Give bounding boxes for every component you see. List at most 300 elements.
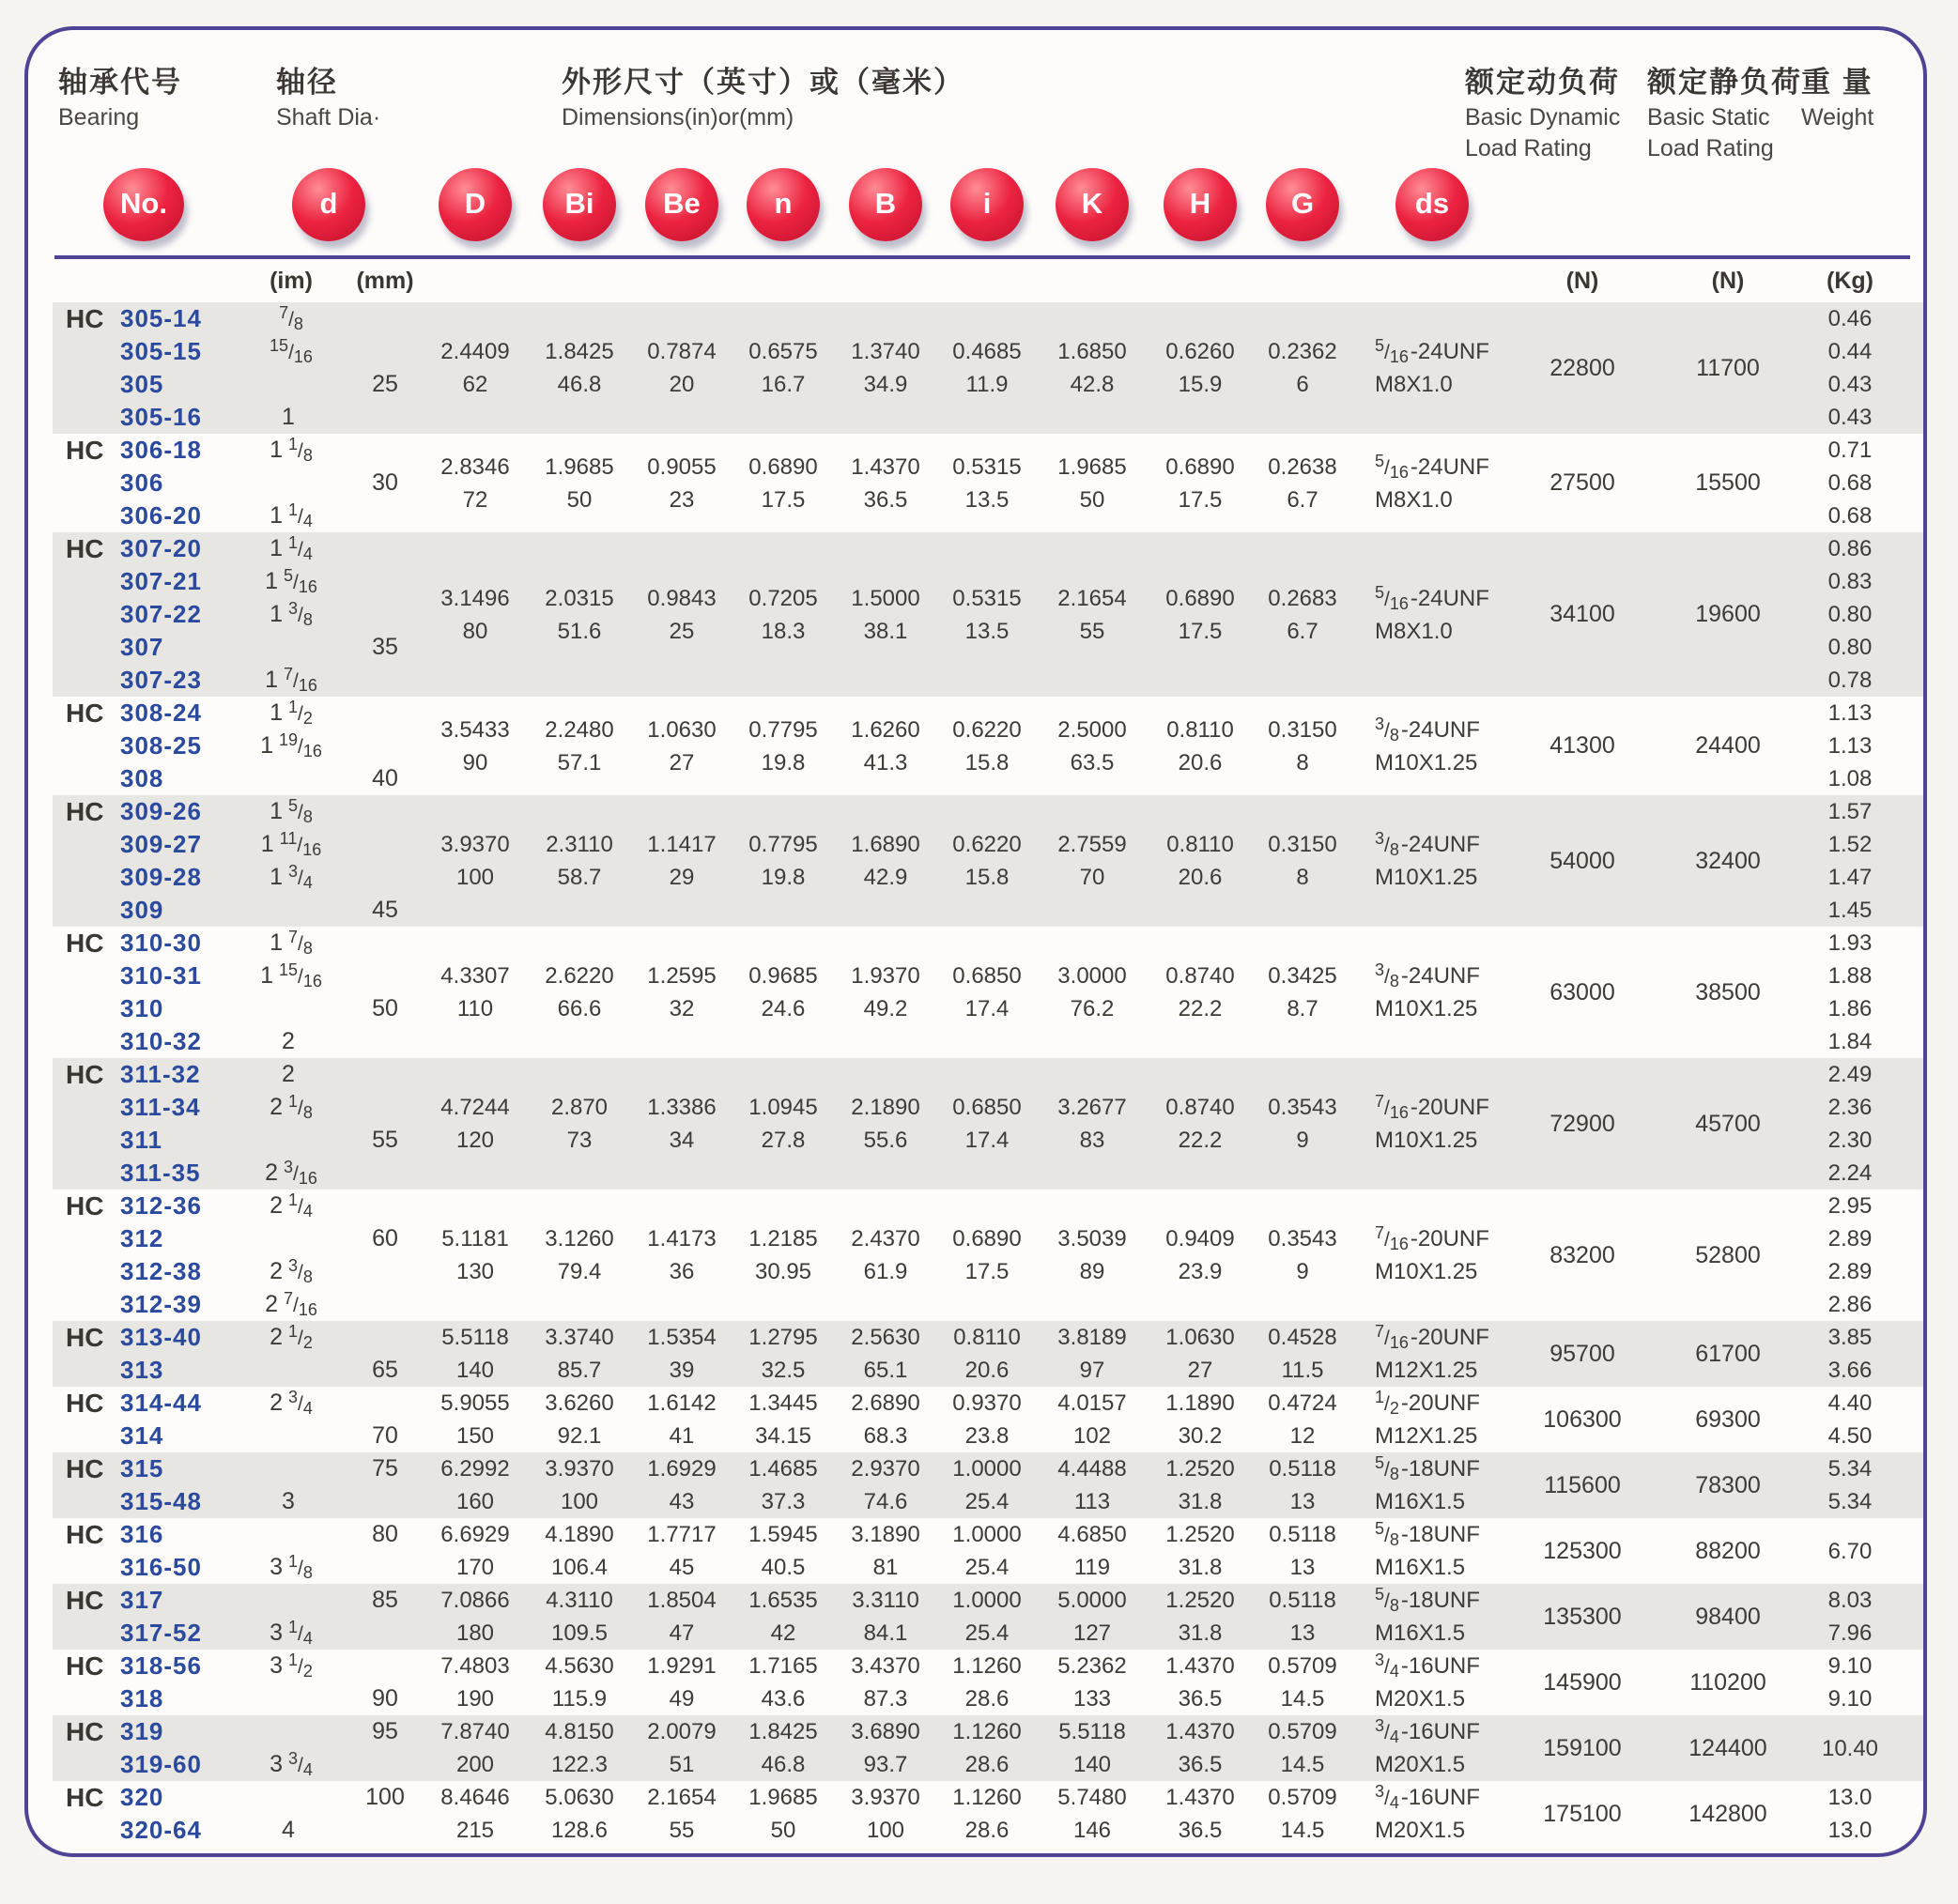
dim-i-inch: 0.5315 [952,453,1022,480]
static-load-value: 69300 [1695,1405,1761,1433]
shaft-dia-inch-value: 1 [282,404,295,430]
dynamic-load-value: 95700 [1549,1340,1615,1367]
dim-Bi [528,795,631,927]
weight-value: 1.45 [1827,898,1873,923]
dim-Bi-inch: 2.3110 [546,832,613,857]
bearing-numbers [113,795,235,927]
shaft-dia-inch-value: 1 $^3$/8 [270,599,313,629]
shaft-dia-inch-column [235,927,347,1058]
dim-n-mm: 34.15 [754,1423,812,1449]
dynamic-load-value: 125300 [1543,1537,1622,1564]
dim-i-mm: 11.9 [965,372,1009,397]
thread-metric: M10X1.25 [1375,1128,1478,1153]
weight-value: 0.46 [1827,306,1873,331]
bearing-group [53,1715,1923,1781]
bearing-numbers [113,1387,235,1452]
dim-D-inch: 5.1181 [441,1226,509,1251]
dim-Be [631,1190,732,1321]
dim-D [423,1650,528,1715]
dim-Be-inch: 1.7717 [647,1522,717,1547]
dim-H-inch: 1.2520 [1165,1456,1235,1482]
dynamic-load-value: 22800 [1549,354,1615,381]
dim-Be-inch: 1.1417 [647,832,717,857]
header-static-en1: Basic Static [1647,104,1770,131]
dim-n-inch: 1.5945 [748,1522,818,1547]
dim-K-inch: 5.7480 [1057,1785,1127,1810]
bearing-no: 306-18 [120,436,202,464]
bearing-no: 307-20 [120,534,202,562]
shaft-dia-inch-value: 1 $^{19}$/16 [260,730,322,760]
shaft-dia-mm-column [347,1387,423,1452]
bearing-numbers [113,1715,235,1781]
dim-G [1253,927,1352,1058]
series-prefix [53,532,113,697]
dim-i-mm: 25.4 [964,1620,1010,1646]
shaft-dia-inch-value [235,368,347,401]
dim-G-inch: 0.5709 [1268,1785,1337,1810]
dim-K-mm: 63.5 [1070,749,1115,775]
header-dynamic-load [1465,58,1653,162]
bearing-no: 316 [120,1520,164,1548]
bearing-no: 305-14 [120,304,202,332]
bearing-no: 312 [120,1224,164,1252]
header-dimensions-cn: 外形尺寸（英寸）或（毫米） [562,66,964,99]
bearing-no: 310-32 [120,1027,202,1055]
shaft-dia-mm-value: 55 [372,1127,398,1153]
dim-G [1253,1715,1352,1781]
dim-K-mm: 140 [1072,1752,1112,1777]
dim-Be-mm: 29 [669,865,695,890]
dim-D [423,795,528,927]
dim-K-inch: 3.2677 [1057,1095,1127,1120]
thread-unf: $^5$/16-24UNF [1375,336,1489,366]
dim-D [423,1190,528,1321]
dim-G-mm: 13 [1289,1489,1316,1514]
bearing-no: 317-52 [120,1619,202,1647]
dynamic-load-value: 27500 [1549,469,1615,496]
static-load-value: 32400 [1695,847,1761,874]
shaft-dia-mm-value [347,1091,423,1124]
bearing-numbers [113,697,235,795]
weight-value: 0.68 [1827,503,1873,529]
dynamic-load-value: 63000 [1549,978,1615,1006]
dim-B-inch: 3.3110 [852,1588,919,1613]
shaft-dia-mm-column [347,697,423,795]
dim-n-mm: 43.6 [761,1686,806,1712]
weight [1803,927,1897,1058]
dim-Be [631,1058,732,1190]
shaft-dia-mm-value: 40 [372,765,398,791]
shaft-dia-inch-value [235,1420,347,1452]
dim-K-mm: 97 [1079,1358,1105,1383]
bearing-no: 310 [120,994,164,1022]
dim-D [423,532,528,697]
dim-K-mm: 42.8 [1070,372,1115,397]
dim-i [937,1518,1037,1584]
bearing-no: 308-25 [120,731,202,760]
dim-D-inch: 3.1496 [440,585,510,611]
dim-D-inch: 3.9370 [440,832,510,857]
bearing-group [53,302,1923,434]
header-static-cn: 额定静负荷 [1647,66,1802,99]
shaft-dia-inch-column [235,434,347,532]
dim-G-inch: 0.5118 [1269,1456,1336,1482]
bearing-group [53,1452,1923,1518]
dim-K-mm: 55 [1079,618,1105,644]
dim-n-inch: 0.7795 [748,716,818,743]
dim-Bi-inch: 2.6220 [545,963,614,989]
dim-n-mm: 42 [770,1620,796,1646]
dim-B-mm: 93.7 [863,1752,908,1777]
dim-Be-mm: 41 [669,1423,695,1449]
dim-Be-mm: 32 [669,996,695,1021]
dim-K-mm: 76.2 [1070,996,1115,1021]
series-prefix [53,434,113,532]
static-load [1653,795,1803,927]
dim-B-mm: 41.3 [863,749,908,775]
weight [1803,1321,1897,1387]
weight-value: 1.13 [1827,733,1873,759]
dim-K [1037,1321,1148,1387]
bearing-numbers [113,302,235,434]
dim-G-mm: 14.5 [1280,1752,1325,1777]
dim-B-mm: 38.1 [863,618,908,644]
dim-i-mm: 17.5 [964,1259,1010,1284]
thread-spec [1352,1584,1512,1650]
dim-K-inch: 3.0000 [1057,963,1127,989]
dim-H-mm: 20.6 [1178,865,1223,890]
weight-value: 1.13 [1827,700,1873,726]
weight [1803,697,1897,795]
dim-Bi-mm: 109.5 [550,1620,609,1646]
dim-Bi-inch: 3.6260 [545,1390,614,1416]
dim-H-inch: 1.0630 [1165,1325,1235,1350]
shaft-dia-mm-column [347,302,423,434]
dim-i [937,434,1037,532]
shaft-dia-mm-value [347,1025,423,1058]
badge-no: No. [103,168,184,241]
dim-B-inch: 1.6890 [851,832,920,857]
dim-H [1148,1650,1253,1715]
dynamic-load [1512,1650,1653,1715]
weight-value: 0.43 [1827,405,1873,430]
dim-B-inch: 2.4370 [851,1226,920,1251]
weight [1803,795,1897,927]
dim-D [423,434,528,532]
dim-i-inch: 0.6850 [952,963,1022,989]
bearing-no: 316-50 [120,1553,202,1581]
dim-n-mm: 37.3 [761,1489,806,1514]
thread-spec [1352,434,1512,532]
dim-i-inch: 1.1260 [952,1653,1022,1679]
bearing-numbers [113,1518,235,1584]
dim-K [1037,1190,1148,1321]
dim-B [834,1781,937,1847]
thread-unf: $^5$/8-18UNF [1375,1453,1480,1483]
dim-K-inch: 4.4488 [1057,1456,1127,1482]
thread-unf: $^3$/8-24UNF [1375,714,1480,745]
static-load-value: 45700 [1695,1110,1761,1137]
dim-B [834,302,937,434]
shaft-dia-mm-value [347,1551,423,1584]
shaft-dia-mm-column [347,1650,423,1715]
dim-H [1148,1321,1253,1387]
dim-n-inch: 1.3445 [748,1390,818,1416]
dim-K [1037,1584,1148,1650]
dim-n-inch: 1.2795 [748,1325,818,1350]
badge-Be: Be [645,168,718,241]
series-prefix [53,1781,113,1847]
bearing-no: 308-24 [120,699,202,727]
weight-value: 0.43 [1827,372,1873,397]
dim-D-mm: 160 [455,1489,495,1514]
weight-value: 1.86 [1827,996,1873,1021]
dim-n-mm: 27.8 [761,1128,806,1153]
dim-D-inch: 2.4409 [440,339,510,364]
bearing-group [53,927,1923,1058]
dim-Bi [528,1452,631,1518]
dim-B [834,927,937,1058]
dim-Bi-mm: 73 [566,1128,593,1153]
dim-B-mm: 68.3 [863,1423,908,1449]
bearing-group [53,1650,1923,1715]
dim-n-inch: 1.0945 [748,1095,818,1120]
dim-Be-inch: 1.8504 [647,1588,717,1613]
dynamic-load [1512,1584,1653,1650]
dim-D-mm: 180 [455,1620,495,1646]
shaft-dia-mm-value [347,1190,423,1222]
shaft-dia-inch-column [235,1518,347,1584]
dim-D-inch: 7.0866 [440,1588,510,1613]
dim-B-mm: 55.6 [863,1128,908,1153]
dim-K-inch: 5.5118 [1058,1719,1126,1744]
bearing-no: 308 [120,764,164,792]
dim-Bi-mm: 66.6 [557,996,602,1021]
dim-D-mm: 170 [455,1555,495,1580]
shaft-dia-mm-value: 60 [372,1225,398,1251]
dim-G-inch: 0.5118 [1269,1588,1336,1613]
header-bearing-en: Bearing [58,104,140,131]
dim-Bi-mm: 115.9 [551,1686,608,1712]
shaft-dia-mm-value [347,302,423,335]
dim-K-mm: 102 [1072,1423,1112,1449]
series-prefix-label: HC [66,436,104,465]
weight [1803,1584,1897,1650]
dim-B [834,1190,937,1321]
dim-D-mm: 140 [455,1358,495,1383]
weight-value: 13.0 [1827,1785,1873,1810]
bearing-numbers [113,434,235,532]
shaft-dia-mm-column [347,1715,423,1781]
dim-G [1253,1781,1352,1847]
dim-n-inch: 1.6535 [748,1588,818,1613]
shaft-dia-mm-value [347,697,423,729]
weight [1803,1715,1897,1781]
bearing-numbers [113,1584,235,1650]
dim-i [937,697,1037,795]
dim-n [732,1387,834,1452]
dim-Be-inch: 1.4173 [647,1226,717,1251]
weight-value: 2.89 [1827,1259,1873,1284]
bearing-group [53,1321,1923,1387]
shaft-dia-inch-value: 2 $^1$/2 [270,1322,313,1352]
badge-ds: ds [1395,168,1469,241]
weight [1803,1781,1897,1847]
dim-K-mm: 113 [1073,1489,1111,1514]
dim-Bi [528,1781,631,1847]
weight [1803,1387,1897,1452]
shaft-dia-mm-value [347,861,423,894]
dim-n [732,1650,834,1715]
shaft-dia-mm-value [347,335,423,368]
dim-H-mm: 22.2 [1178,1128,1223,1153]
shaft-dia-mm-value: 80 [372,1521,398,1547]
dim-H-inch: 0.9409 [1165,1226,1235,1251]
dim-G-mm: 9 [1296,1128,1309,1153]
shaft-dia-mm-value: 25 [372,371,398,397]
dim-Be-inch: 1.9291 [647,1653,717,1679]
dim-Bi-inch: 4.1890 [545,1522,614,1547]
dim-B-inch: 2.1890 [851,1095,920,1120]
dynamic-load [1512,1387,1653,1452]
series-prefix-label: HC [66,1520,104,1549]
dim-G [1253,1321,1352,1387]
dim-B-inch: 2.5630 [851,1325,920,1350]
dim-Be [631,1781,732,1847]
dim-Be-mm: 55 [669,1818,695,1843]
dim-G-inch: 0.2683 [1268,585,1337,611]
dim-n-mm: 30.95 [754,1259,812,1284]
dim-H-inch: 1.4370 [1165,1719,1235,1744]
dim-n-mm: 46.8 [761,1752,806,1777]
weight [1803,434,1897,532]
bearing-no: 310-30 [120,929,202,957]
dim-K [1037,1518,1148,1584]
dim-Be [631,927,732,1058]
dim-G-mm: 13 [1289,1555,1316,1580]
weight [1803,302,1897,434]
weight-value: 1.88 [1827,963,1873,989]
dim-D [423,1452,528,1518]
thread-spec [1352,1387,1512,1452]
thread-metric: M12X1.25 [1375,1358,1478,1383]
badge-G: G [1266,168,1339,241]
dim-Be [631,1650,732,1715]
dim-Be-inch: 1.6142 [647,1390,717,1416]
shaft-dia-inch-column [235,1058,347,1190]
shaft-dia-mm-value [347,532,423,565]
dynamic-load [1512,532,1653,697]
shaft-dia-mm-value: 45 [372,897,398,923]
dim-D-inch: 4.3307 [440,963,510,989]
shaft-dia-mm-value: 50 [372,995,398,1021]
shaft-dia-mm-column [347,434,423,532]
series-prefix-label: HC [66,534,104,563]
shaft-dia-inch-value [235,1354,347,1387]
shaft-dia-mm-value: 90 [372,1685,398,1712]
badge-i: i [950,168,1024,241]
dim-H-mm: 36.5 [1178,1818,1223,1843]
weight-value: 0.44 [1827,339,1873,364]
bearing-no: 311-32 [120,1060,201,1088]
weight-value: 9.10 [1827,1686,1873,1712]
dim-D-inch: 5.9055 [440,1390,510,1416]
dynamic-load [1512,795,1653,927]
shaft-dia-mm-column [347,532,423,697]
shaft-dia-mm-value [347,927,423,960]
dim-i-inch: 0.9370 [952,1390,1022,1416]
series-prefix [53,1387,113,1452]
dim-Be-mm: 39 [669,1358,695,1383]
shaft-dia-inch-value [235,1124,347,1157]
dim-H-mm: 30.2 [1178,1423,1223,1449]
bearing-no: 313-40 [120,1323,202,1351]
bearing-no: 320 [120,1783,164,1811]
dim-Be-inch: 1.2595 [647,963,717,989]
bearing-group [53,434,1923,532]
dim-G-inch: 0.3150 [1268,832,1337,857]
dim-D-mm: 200 [455,1752,495,1777]
dim-H-inch: 0.8110 [1166,716,1234,743]
weight-value: 1.08 [1827,766,1873,791]
shaft-dia-inch-value: 1 $^1$/8 [270,435,313,465]
dim-H [1148,1715,1253,1781]
dim-H-inch: 1.1890 [1165,1390,1235,1416]
bearing-no: 309 [120,896,164,924]
dim-Bi-mm: 50 [566,486,593,513]
dim-K-inch: 1.6850 [1057,339,1127,364]
shaft-dia-inch-value: 3 $^1$/2 [270,1651,313,1681]
dim-H-inch: 1.4370 [1165,1653,1235,1679]
shaft-dia-mm-value [347,1650,423,1682]
dim-n-inch: 1.7165 [748,1653,818,1679]
thread-spec [1352,1650,1512,1715]
dim-H-mm: 27 [1187,1358,1213,1383]
bearing-no: 313 [120,1356,164,1384]
header-static-en2: Load Rating [1647,135,1774,161]
dim-B [834,1518,937,1584]
dynamic-load-value: 135300 [1543,1603,1622,1630]
dim-G [1253,1650,1352,1715]
shaft-dia-inch-value: 1 $^7$/8 [270,928,313,958]
thread-unf: $^3$/4-16UNF [1375,1651,1480,1681]
shaft-dia-mm-value: 75 [372,1455,398,1482]
header-weight-cn: 重 量 [1801,66,1873,99]
dim-G [1253,795,1352,927]
thread-spec [1352,1518,1512,1584]
bearing-no: 307-21 [120,567,202,595]
dim-Be-mm: 20 [669,372,695,397]
thread-unf: $^5$/16-24UNF [1375,582,1489,613]
shaft-dia-inch-value: 1 $^{11}$/16 [260,829,322,859]
dim-i [937,1321,1037,1387]
dim-i-mm: 15.8 [964,749,1010,775]
weight-value: 0.86 [1827,536,1873,561]
dim-i-mm: 25.4 [964,1555,1010,1580]
dim-B-inch: 1.9370 [851,963,920,989]
shaft-dia-mm-value [347,1387,423,1420]
series-prefix-label: HC [66,304,104,333]
dim-i-mm: 17.4 [964,1128,1010,1153]
dynamic-load [1512,1452,1653,1518]
bearing-no: 317 [120,1586,164,1614]
dim-n-mm: 16.7 [761,372,806,397]
dim-B [834,1715,937,1781]
shaft-dia-inch-column [235,1584,347,1650]
dim-i [937,927,1037,1058]
dim-n [732,1584,834,1650]
bearing-no: 309-28 [120,863,202,891]
